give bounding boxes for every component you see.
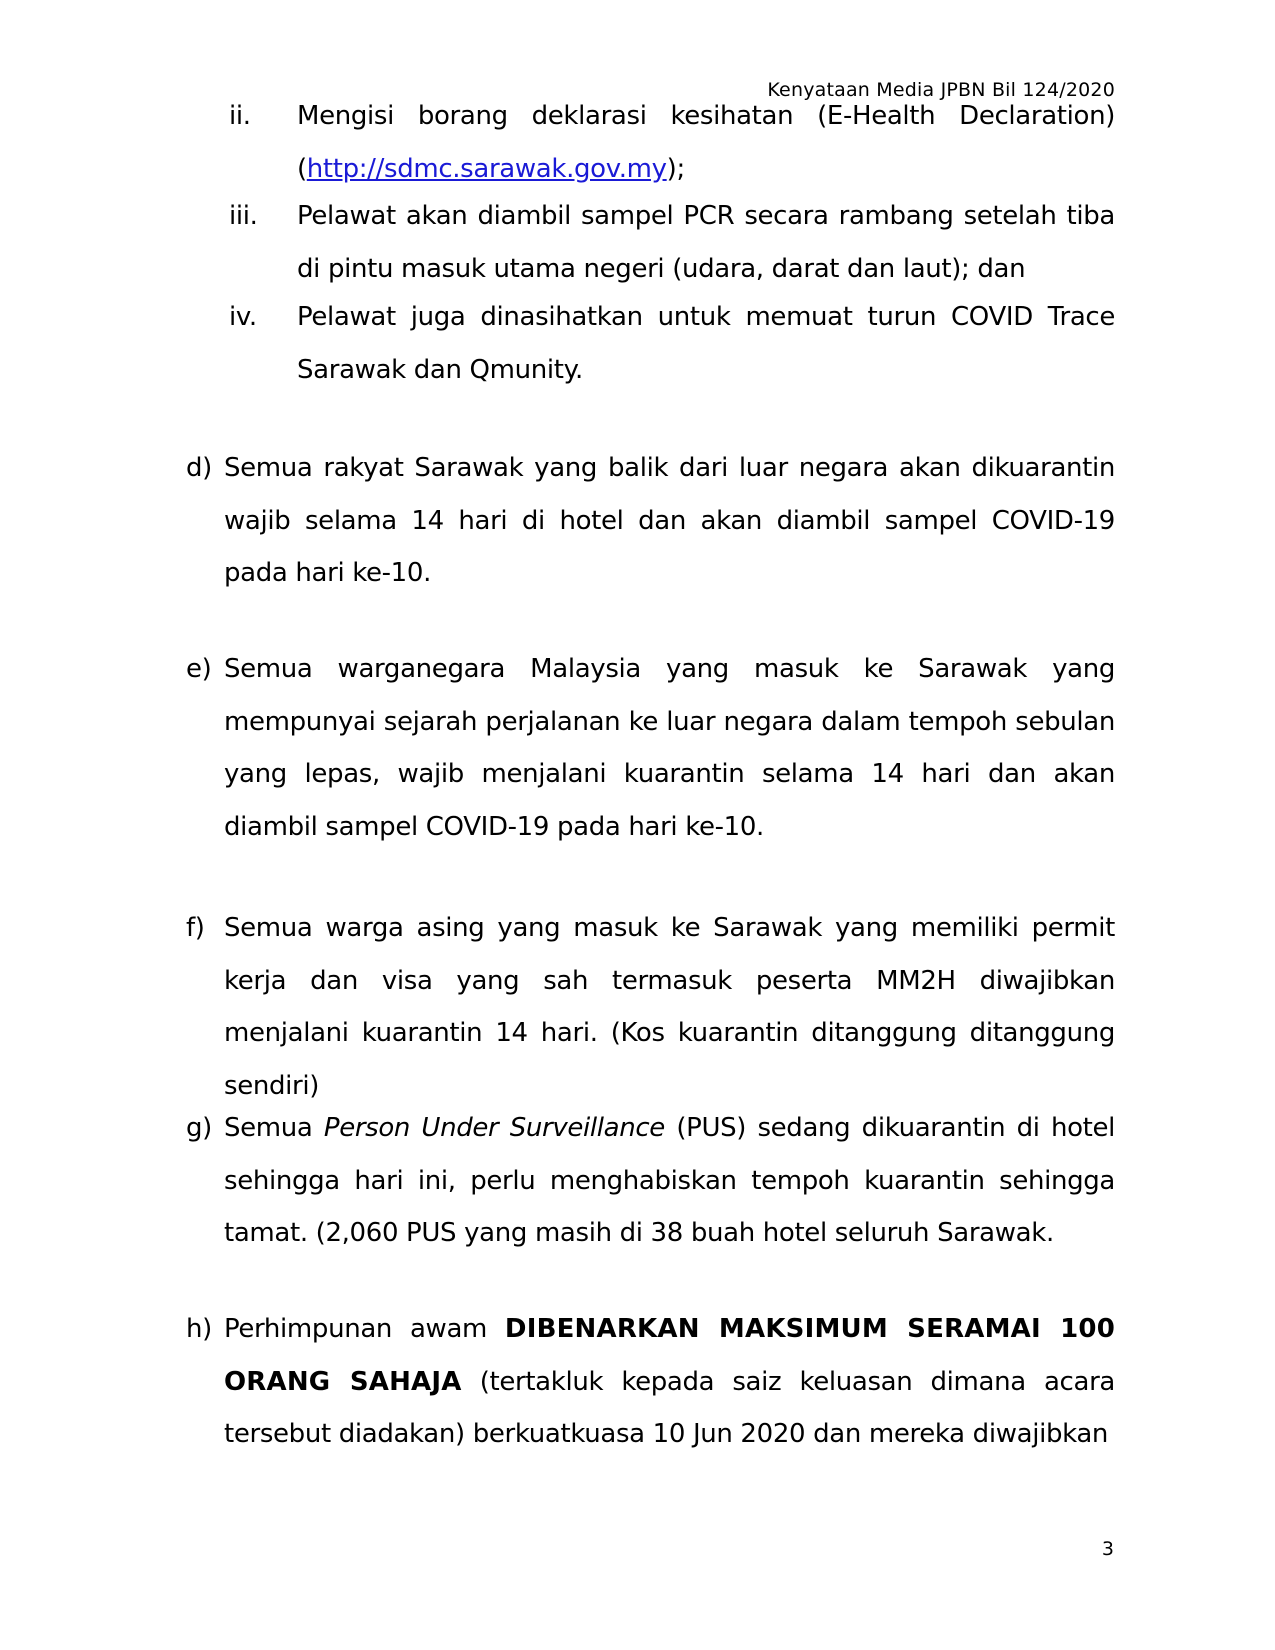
sdmc-link[interactable]: http://sdmc.sarawak.gov.my xyxy=(306,153,667,184)
item-text: Pelawat akan diambil sampel PCR secara rambang setelah tiba di pintu masuk utama negeri (udara, darat dan laut); dan xyxy=(297,201,1115,284)
item-text: Semua warga asing yang masuk ke Sarawak yang memiliki permit kerja dan visa yang sah termasuk peserta MM2H diwajibkan menjalani kuarantin 14 hari. (Kos kuarantin ditanggung ditanggung sendiri) xyxy=(224,913,1115,1101)
list-item-iii xyxy=(229,190,1115,295)
page-number: 3 xyxy=(1101,1538,1114,1560)
list-item-h xyxy=(186,1303,1115,1461)
item-number: iii. xyxy=(229,201,258,231)
list-item-d xyxy=(186,442,1115,600)
item-letter: e) xyxy=(186,654,212,684)
italic-term: Person Under Surveillance xyxy=(323,1113,665,1143)
list-item-g xyxy=(186,1102,1115,1260)
item-letter: d) xyxy=(186,453,212,483)
list-item-f xyxy=(186,902,1115,1112)
item-text: Semua rakyat Sarawak yang balik dari luar negara akan dikuarantin wajib selama 14 hari di hotel dan akan diambil sampel COVID-19 pada hari ke-10. xyxy=(224,453,1115,588)
item-letter: h) xyxy=(186,1314,212,1344)
item-text: Mengisi borang deklarasi kesihatan (E-Health Declaration) (http://sdmc.sarawak.gov.my); xyxy=(297,101,1115,184)
item-number: ii. xyxy=(229,101,251,131)
bold-emphasis: DIBENARKAN MAKSIMUM SERAMAI 100 ORANG SAHAJA xyxy=(224,1314,1116,1397)
item-text: Perhimpunan awam DIBENARKAN MAKSIMUM SERAMAI 100 ORANG SAHAJA (tertakluk kepada saiz keluasan dimana acara tersebut diadakan) berkuatkuasa 10 Jun 2020 dan mereka diwajibkan xyxy=(224,1314,1116,1449)
item-number: iv. xyxy=(229,302,257,332)
item-letter: f) xyxy=(186,913,205,943)
item-letter: g) xyxy=(186,1113,212,1143)
item-text: Semua Person Under Surveillance (PUS) sedang dikuarantin di hotel sehingga hari ini, perlu menghabiskan tempoh kuarantin sehingga tamat. (2,060 PUS yang masih di 38 buah hotel seluruh Sarawak. xyxy=(224,1113,1116,1248)
list-item-e xyxy=(186,643,1115,853)
item-text: Semua warganegara Malaysia yang masuk ke Sarawak yang mempunyai sejarah perjalanan ke luar negara dalam tempoh sebulan yang lepas, wajib menjalani kuarantin selama 14 hari dan akan diambil sampel COVID-19 pada hari ke-10. xyxy=(224,654,1115,842)
list-item-ii xyxy=(229,90,1115,195)
item-text: Pelawat juga dinasihatkan untuk memuat turun COVID Trace Sarawak dan Qmunity. xyxy=(297,302,1115,385)
page-header: Kenyataan Media JPBN Bil 124/2020 xyxy=(767,79,1115,101)
list-item-iv xyxy=(229,291,1115,396)
